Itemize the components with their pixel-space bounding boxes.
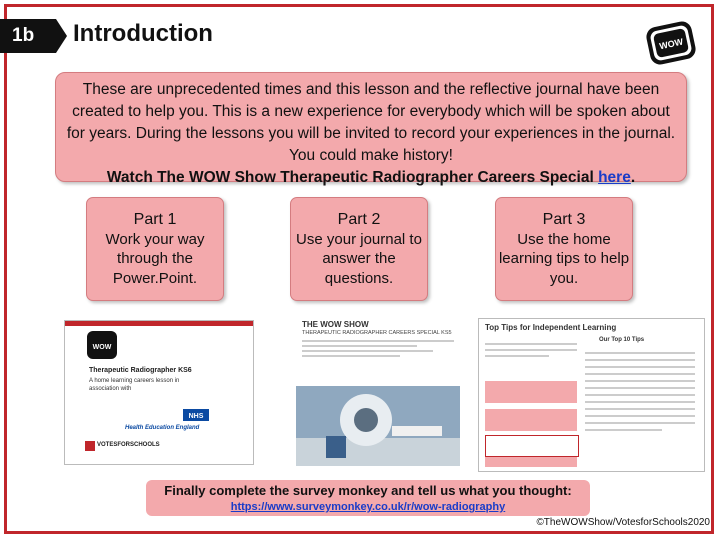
part-2-title: Part 2: [337, 211, 381, 228]
thumb3-line: [585, 408, 695, 410]
svg-text:WOW: WOW: [658, 36, 684, 52]
watch-link[interactable]: here: [598, 169, 631, 186]
thumb2-line: [302, 355, 400, 357]
thumb2-title: THE WOW SHOW: [302, 320, 369, 329]
journal-thumbnail: [296, 318, 460, 466]
powerpoint-thumbnail: [64, 320, 254, 465]
thumb2-line: [302, 340, 454, 342]
thumb3-sub: Our Top 10 Tips: [599, 337, 645, 343]
thumb3-pink-box: [485, 409, 577, 431]
thumb3-line: [585, 366, 695, 368]
radiotherapy-photo: [296, 386, 460, 466]
thumb3-line: [585, 422, 695, 424]
part-3-box: [495, 197, 633, 301]
thumb3-pink-box: [485, 457, 577, 467]
thumb3-line: [585, 429, 662, 431]
svg-text:WOW: WOW: [92, 344, 112, 351]
badge-arrow-icon: [56, 19, 67, 53]
thumb3-line: [485, 355, 549, 357]
thumb1-logo: VOTESFORSCHOOLS: [97, 442, 160, 448]
thumb1-org: Health Education England: [125, 425, 200, 431]
thumb3-line: [585, 401, 695, 403]
thumb3-list: [585, 347, 695, 436]
thumb3-line: [585, 359, 695, 361]
part-2-text: Use your journal to answer the questions.: [296, 230, 422, 287]
wow-show-logo: [640, 16, 702, 70]
thumb3-grid: [485, 435, 579, 457]
thumb2-line: [302, 350, 433, 352]
thumb3-line: [585, 387, 695, 389]
thumb3-left-text: [485, 339, 577, 379]
part-2-box: [290, 197, 428, 301]
thumb3-title: Top Tips for Independent Learning: [485, 323, 617, 332]
svg-text:NHS: NHS: [188, 413, 204, 420]
page-title: Introduction: [73, 20, 213, 47]
thumb3-line: [585, 352, 695, 354]
survey-box: [146, 480, 590, 516]
thumb3-line: [485, 343, 577, 345]
part-1-box: [86, 197, 224, 301]
watch-text: [107, 169, 635, 186]
survey-text: Finally complete the survey monkey and tell us what you thought:: [164, 483, 572, 498]
section-badge: 1b: [0, 19, 56, 53]
top-tips-thumbnail: [478, 318, 705, 472]
survey-link[interactable]: https://www.surveymonkey.co.uk/r/wow-radiography: [230, 501, 506, 513]
part-1-text: Work your way through the Power.Point.: [105, 230, 205, 287]
thumb2-line: [302, 345, 417, 347]
copyright-text: ©TheWOWShow/VotesforSchools2020: [536, 517, 710, 528]
thumb3-line: [585, 415, 695, 417]
watch-label: Watch The WOW Show Therapeutic Radiographer Careers Special: [106, 169, 599, 186]
thumb3-line: [485, 349, 577, 351]
thumb3-line: [585, 394, 695, 396]
intro-text: These are unprecedented times and this lesson and the reflective journal have been created to help you. This is a new experience for everybody which will be spoken about for years. During the lessons you will be invited to record your experiences in the journal. You could make history!: [66, 81, 676, 164]
watch-dot: .: [630, 169, 636, 186]
thumb3-pink-box: [485, 381, 577, 403]
intro-box: [55, 72, 687, 186]
thumb3-line: [585, 380, 695, 382]
part-3-text: Use the home learning tips to help you.: [498, 230, 630, 287]
thumb1-sub: A home learning careers lesson in association with: [89, 378, 180, 392]
thumb3-line: [585, 373, 695, 375]
thumb1-title: Therapeutic Radiographer KS6: [89, 367, 192, 374]
part-3-title: Part 3: [542, 211, 586, 228]
thumb2-sub: THERAPEUTIC RADIOGRAPHER CAREERS SPECIAL KS5: [302, 330, 452, 336]
part-1-title: Part 1: [133, 211, 177, 228]
